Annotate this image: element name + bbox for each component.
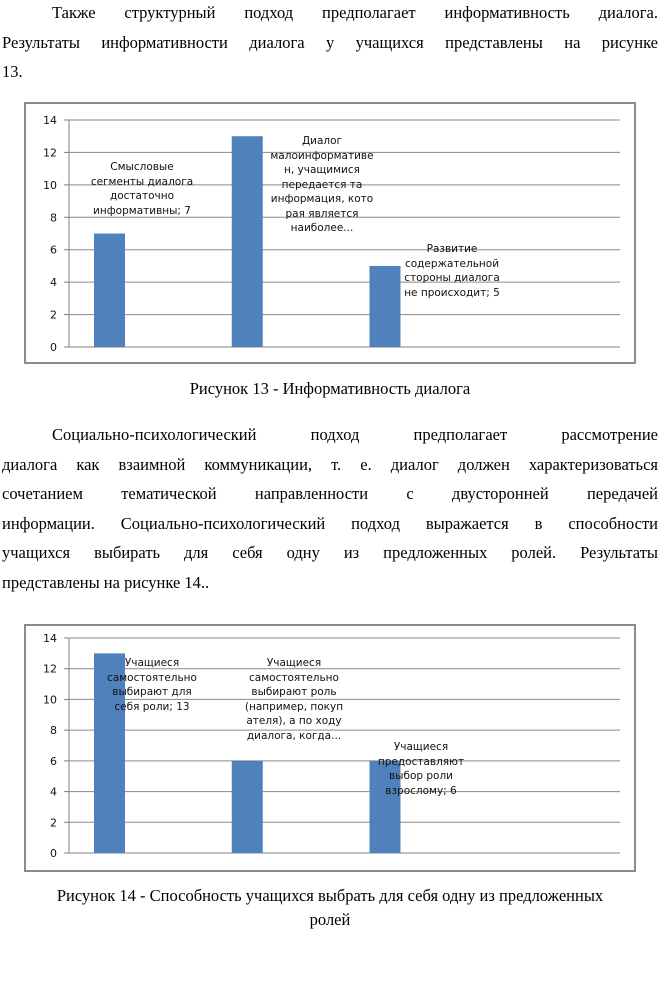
paragraph-2-line-4: информации. Социально-психологический подход выражается в способности: [2, 513, 658, 533]
chart-1-data-label-2-line: Учащиеся: [266, 657, 322, 669]
paragraph-2-line-6: представлены на рисунке 14..: [2, 572, 210, 592]
paragraph-1: [2, 0, 658, 87]
chart-1-y-tick-label: 10: [43, 693, 57, 707]
chart-1-data-label-2-line: (например, покуп: [244, 700, 344, 713]
chart-1-data-label-2-line: самостоятельно: [249, 671, 339, 684]
chart-1-data-label-3-line: предоставляют: [377, 755, 465, 768]
chart-1-y-tick-label: 6: [50, 754, 57, 768]
chart-0-data-label-1-line: информативны; 7: [93, 204, 191, 217]
chart-0-data-label-2-line: наиболее...: [290, 222, 354, 234]
chart-0-data-label-1-line: сегменты диалога: [90, 175, 194, 188]
chart-0-data-label-2-line: передается та: [281, 178, 363, 191]
chart-0-data-label-2-line: Диалог: [301, 135, 343, 147]
figure-13-caption: Рисунок 13 - Информативность диалога: [189, 379, 471, 398]
chart-0-data-label-1-line: достаточно: [109, 190, 175, 202]
chart-1-y-tick-label: 12: [43, 662, 57, 676]
chart-0-y-tick-label: 14: [43, 114, 57, 127]
chart-1-y-tick-label: 2: [50, 816, 57, 830]
chart-0-data-label-3-line: содержательной: [404, 257, 500, 270]
chart-0-bar-1: [94, 234, 125, 348]
chart-1-y-tick-label: 0: [50, 847, 57, 860]
chart-1-y-tick-label: 14: [43, 632, 57, 645]
paragraph-1-line-3: 13.: [2, 62, 23, 81]
chart-figure-13: [24, 102, 636, 364]
chart-1-data-label-3-line: выбор роли: [388, 770, 453, 782]
chart-1-data-label-1-line: выбирают для: [112, 686, 192, 698]
chart-0-y-tick-label: 4: [50, 276, 57, 290]
figure-14-caption-line-1: Рисунок 14 - Способность учащихся выбрать для себя одну из предложенных: [56, 886, 604, 905]
paragraph-1-line-1: Также структурный подход предполагает информативность диалога.: [52, 3, 658, 22]
chart-0-data-label-2-line: рая является: [285, 207, 359, 220]
chart-0-y-tick-label: 12: [43, 146, 57, 160]
chart-0-data-label-1-line: Смысловые: [110, 161, 174, 173]
chart-1-y-tick-label: 8: [50, 724, 57, 738]
chart-0-data-label-2-line: информация, кото: [270, 193, 374, 205]
chart-1-data-label-1: [97, 656, 207, 714]
chart-1-data-label-3-line: Учащиеся: [393, 741, 449, 753]
chart-1-data-label-1-line: Учащиеся: [124, 657, 180, 669]
chart-0-y-tick-label: 2: [50, 308, 57, 322]
chart-0-data-label-2-line: н, учащимися: [284, 164, 360, 176]
chart-1-data-label-2: [234, 656, 354, 743]
chart-1-bar-2: [232, 761, 263, 853]
paragraph-1-line-2: Результаты информативности диалога у учащихся представлены на рисунке: [2, 32, 658, 52]
paragraph-2-line-1: Социально-психологический подход предполагает рассмотрение: [52, 425, 658, 444]
chart-0-data-label-3-line: не происходит; 5: [404, 286, 500, 299]
chart-0-y-tick-label: 0: [50, 341, 57, 354]
chart-1-data-label-2-line: диалога, когда...: [246, 729, 342, 742]
chart-1-data-label-2-line: выбирают роль: [251, 686, 337, 698]
paragraph-2-line-2: диалога как взаимной коммуникации, т. е. диалог должен характеризоваться: [2, 454, 658, 474]
chart-0-data-label-1: [82, 160, 202, 218]
chart-0-y-tick-label: 8: [50, 211, 57, 225]
chart-1-data-label-1-line: самостоятельно: [107, 671, 197, 684]
chart-0-data-label-3: [397, 242, 507, 300]
chart-figure-14: [24, 624, 636, 872]
chart-0-bar-3: [370, 266, 401, 347]
chart-1-data-label-3: [366, 740, 476, 798]
paragraph-2-line-3: сочетанием тематической направленности с двусторонней передачей: [2, 484, 658, 503]
chart-1-y-tick-label: 4: [50, 785, 57, 799]
chart-0-data-label-3-line: стороны диалога: [404, 272, 500, 284]
figure-14-caption-line-2: ролей: [309, 910, 351, 929]
paragraph-2: [2, 420, 658, 597]
figure-14-caption: [0, 884, 660, 932]
chart-0-data-label-2-line: малоинформативе: [270, 149, 374, 162]
chart-0-data-label-2: [262, 134, 382, 236]
chart-1-data-label-3-line: взрослому; 6: [385, 784, 457, 797]
chart-1-data-label-1-line: себя роли; 13: [114, 700, 190, 713]
chart-1-data-label-2-line: ателя), а по ходу: [246, 715, 342, 727]
chart-0-bar-2: [232, 136, 263, 347]
paragraph-2-line-5: учащихся выбирать для себя одну из предложенных ролей. Результаты: [2, 543, 658, 562]
chart-0-y-tick-label: 10: [43, 178, 57, 192]
chart-0-y-tick-label: 6: [50, 243, 57, 257]
chart-0-data-label-3-line: Развитие: [426, 243, 478, 255]
